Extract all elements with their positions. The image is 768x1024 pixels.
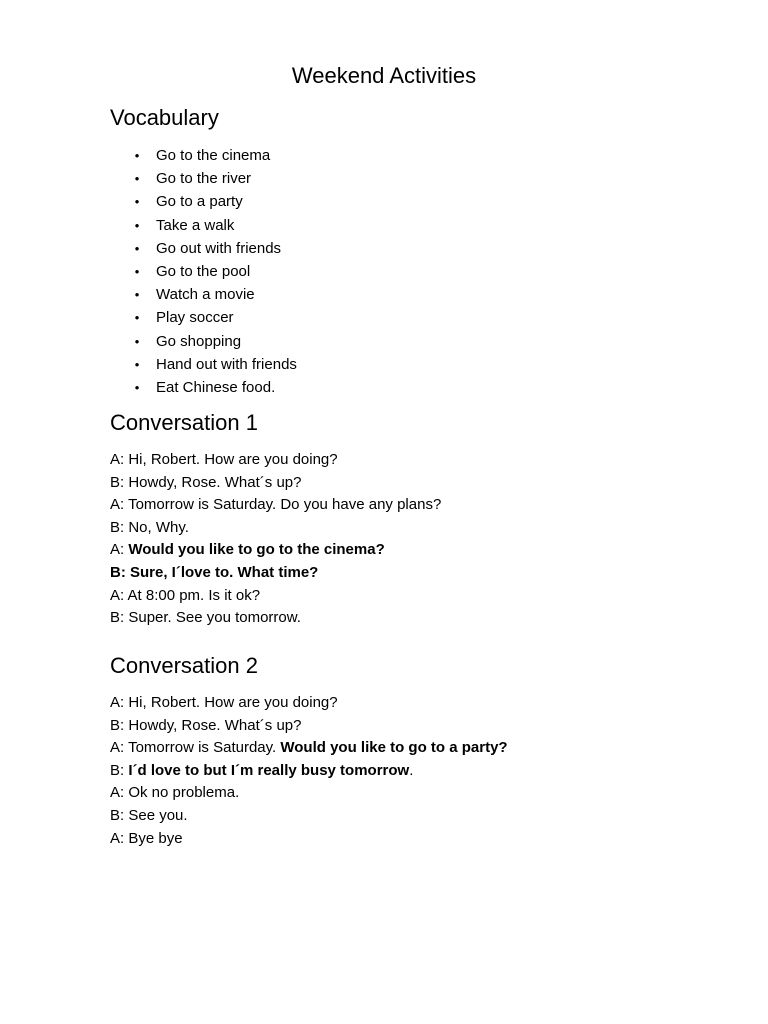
dialog-line <box>110 472 441 495</box>
dialog-text: Bye bye <box>128 829 183 847</box>
dialog-text: Howdy, Rose. What´s up? <box>128 473 302 491</box>
vocabulary-item <box>110 330 297 353</box>
dialog-line <box>110 562 441 585</box>
dialog-line <box>110 737 508 760</box>
bullet-icon: • <box>134 194 140 210</box>
vocabulary-item-label: Go shopping <box>156 332 242 350</box>
dialog-line <box>110 517 441 540</box>
dialog-speaker: A: <box>110 694 129 711</box>
dialog-line <box>110 715 508 738</box>
dialog-line <box>110 692 508 715</box>
vocabulary-item <box>110 167 297 190</box>
dialog-speaker: B: <box>110 806 129 824</box>
dialog-line <box>110 585 441 608</box>
dialog-line <box>110 607 441 630</box>
vocabulary-item-label: Watch a movie <box>156 286 255 304</box>
vocabulary-item-label: Play soccer <box>156 309 234 327</box>
vocabulary-item-label: Go to the river <box>156 170 252 188</box>
bullet-icon: • <box>134 333 140 349</box>
dialog-line <box>110 539 441 562</box>
dialog-text: No, Why. <box>128 518 189 536</box>
dialog-text: See you. <box>128 806 188 824</box>
dialog-text: At 8:00 pm. Is it ok? <box>127 586 261 604</box>
vocabulary-item <box>110 144 297 167</box>
vocabulary-item-label: Go to a party <box>156 193 243 211</box>
conversation-2-dialog <box>110 692 508 850</box>
dialog-speaker: A: <box>110 541 129 559</box>
vocabulary-heading: Vocabulary <box>110 105 219 130</box>
dialog-text: Hi, Robert. How are you doing? <box>128 694 338 711</box>
vocabulary-item <box>110 306 297 329</box>
vocabulary-item <box>110 190 297 213</box>
vocabulary-item <box>110 376 297 399</box>
conversation-1-dialog <box>110 449 441 630</box>
bullet-icon: • <box>134 148 140 163</box>
dialog-line <box>110 805 508 828</box>
vocabulary-item-label: Go to the pool <box>156 262 251 280</box>
dialog-bold-text: Would you like to go to the cinema? <box>128 541 385 559</box>
vocabulary-item-label: Take a walk <box>156 216 235 234</box>
dialog-text: Howdy, Rose. What´s up? <box>128 716 302 734</box>
dialog-speaker: B: <box>110 518 129 536</box>
document-title: Weekend Activities <box>291 63 477 88</box>
bullet-icon: • <box>134 263 140 279</box>
dialog-speaker: B: <box>110 563 130 581</box>
dialog-bold-text: I´d love to but I´m really busy tomorrow <box>128 761 410 779</box>
vocabulary-item-label: Hand out with friends <box>156 355 297 373</box>
bullet-icon: • <box>134 240 140 256</box>
dialog-speaker: A: <box>110 739 129 757</box>
dialog-line <box>110 494 441 517</box>
bullet-icon: • <box>134 310 140 326</box>
dialog-speaker: A: <box>110 829 129 847</box>
bullet-icon: • <box>134 379 140 395</box>
conversation-1-heading: Conversation 1 <box>110 410 258 435</box>
dialog-text: Ok no problema. <box>128 784 240 802</box>
dialog-text: Super. See you tomorrow. <box>128 609 301 627</box>
dialog-line <box>110 760 508 783</box>
bullet-icon: • <box>134 287 140 303</box>
vocabulary-item <box>110 353 297 376</box>
dialog-text: Hi, Robert. How are you doing? <box>128 451 338 468</box>
vocabulary-item <box>110 283 297 306</box>
dialog-text: Tomorrow is Saturday. Do you have any plans? <box>128 496 442 514</box>
dialog-line <box>110 449 441 472</box>
vocabulary-item-label: Eat Chinese food. <box>156 378 276 396</box>
dialog-bold-text: Sure, I´love to. What time? <box>130 563 319 581</box>
dialog-line <box>110 782 508 805</box>
dialog-speaker: B: <box>110 473 129 491</box>
vocabulary-item-label: Go out with friends <box>156 239 282 257</box>
dialog-speaker: A: <box>110 496 129 514</box>
vocabulary-list <box>110 144 297 399</box>
dialog-speaker: B: <box>110 761 129 779</box>
vocabulary-item-label: Go to the cinema <box>156 147 271 164</box>
bullet-icon: • <box>134 217 140 233</box>
conversation-2-heading: Conversation 2 <box>110 653 258 678</box>
dialog-line <box>110 828 508 851</box>
vocabulary-item <box>110 214 297 237</box>
bullet-icon: • <box>134 356 140 372</box>
dialog-speaker: B: <box>110 609 129 627</box>
vocabulary-item <box>110 237 297 260</box>
dialog-tail: . <box>409 761 414 779</box>
vocabulary-item <box>110 260 297 283</box>
dialog-speaker: B: <box>110 716 129 734</box>
dialog-bold-text: Would you like to go to a party? <box>280 739 508 757</box>
dialog-speaker: A: <box>110 451 129 468</box>
bullet-icon: • <box>134 171 140 187</box>
dialog-speaker: A: <box>110 586 128 604</box>
dialog-speaker: A: <box>110 784 129 802</box>
dialog-text: Tomorrow is Saturday. <box>128 739 281 757</box>
